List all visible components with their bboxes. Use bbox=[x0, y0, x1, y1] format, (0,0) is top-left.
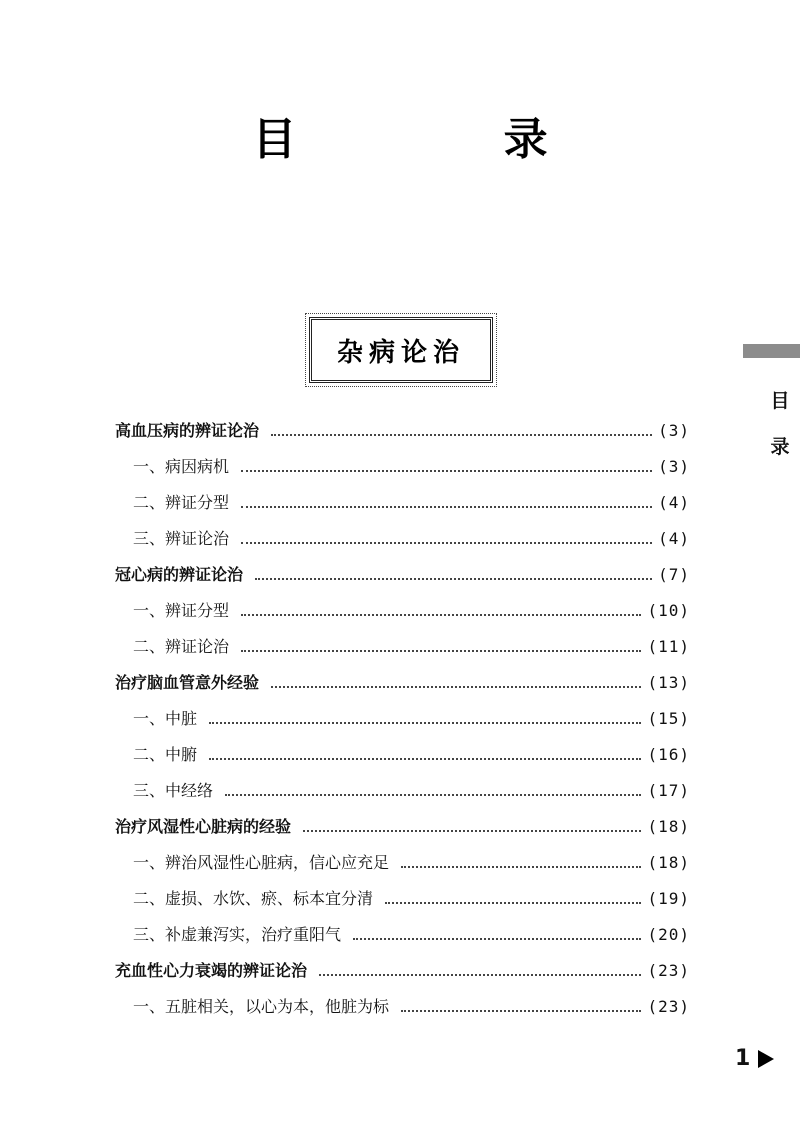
toc-entry-sub[interactable] bbox=[115, 629, 690, 665]
side-tab-char: 录 bbox=[770, 436, 790, 458]
toc-entry-page: (19) bbox=[647, 889, 690, 908]
toc-entry-page: (4) bbox=[658, 529, 690, 548]
toc-entry-sub[interactable] bbox=[115, 881, 690, 917]
toc-entry-label: 治疗脑血管意外经验 bbox=[115, 673, 260, 692]
toc-entry-sub[interactable] bbox=[115, 989, 690, 1025]
toc-leader-dots bbox=[241, 505, 652, 508]
toc-leader-dots bbox=[271, 685, 641, 688]
side-tab bbox=[768, 378, 792, 470]
toc-entry-sub[interactable] bbox=[115, 485, 690, 521]
toc-entry-main[interactable] bbox=[115, 557, 690, 593]
toc-entry-page: (20) bbox=[647, 925, 690, 944]
toc-entry-label: 三、中经络 bbox=[133, 781, 214, 800]
toc-entry-sub[interactable] bbox=[115, 737, 690, 773]
toc-entry-label: 一、五脏相关，以心为本，他脏为标 bbox=[133, 997, 390, 1016]
toc-entry-label: 二、虚损、水饮、瘀、标本宜分清 bbox=[133, 889, 374, 908]
toc-entry-page: (3) bbox=[658, 457, 690, 476]
section-title: 杂病论治 bbox=[336, 337, 465, 368]
toc-entry-sub[interactable] bbox=[115, 593, 690, 629]
toc-list bbox=[115, 413, 690, 1025]
toc-entry-page: (15) bbox=[647, 709, 690, 728]
toc-entry-label: 三、补虚兼泻实，治疗重阳气 bbox=[133, 925, 342, 944]
toc-entry-label: 冠心病的辨证论治 bbox=[115, 565, 244, 584]
toc-entry-label: 充血性心力衰竭的辨证论治 bbox=[115, 961, 308, 980]
toc-leader-dots bbox=[401, 865, 641, 868]
toc-entry-sub[interactable] bbox=[115, 773, 690, 809]
toc-entry-sub[interactable] bbox=[115, 845, 690, 881]
toc-leader-dots bbox=[241, 613, 641, 616]
toc-leader-dots bbox=[225, 793, 641, 796]
toc-entry-main[interactable] bbox=[115, 665, 690, 701]
toc-leader-dots bbox=[241, 469, 652, 472]
toc-entry-page: (7) bbox=[658, 565, 690, 584]
toc-entry-page: (18) bbox=[647, 817, 690, 836]
toc-entry-page: (16) bbox=[647, 745, 690, 764]
toc-entry-page: (17) bbox=[647, 781, 690, 800]
toc-entry-label: 一、辨证分型 bbox=[133, 601, 230, 620]
toc-entry-label: 二、辨证论治 bbox=[133, 637, 230, 656]
section-header-frame bbox=[309, 317, 493, 383]
toc-entry-page: (23) bbox=[647, 997, 690, 1016]
toc-leader-dots bbox=[271, 433, 652, 436]
toc-entry-sub[interactable] bbox=[115, 521, 690, 557]
toc-entry-sub[interactable] bbox=[115, 917, 690, 953]
page-number bbox=[735, 1046, 774, 1071]
toc-leader-dots bbox=[241, 541, 652, 544]
toc-entry-sub[interactable] bbox=[115, 449, 690, 485]
toc-leader-dots bbox=[255, 577, 652, 580]
toc-leader-dots bbox=[319, 973, 641, 976]
toc-entry-main[interactable] bbox=[115, 953, 690, 989]
toc-entry-sub[interactable] bbox=[115, 701, 690, 737]
toc-entry-page: (3) bbox=[658, 421, 690, 440]
toc-entry-label: 一、辨治风湿性心脏病，信心应充足 bbox=[133, 853, 390, 872]
toc-entry-label: 三、辨证论治 bbox=[133, 529, 230, 548]
toc-leader-dots bbox=[385, 901, 641, 904]
toc-entry-page: (4) bbox=[658, 493, 690, 512]
toc-leader-dots bbox=[303, 829, 641, 832]
toc-entry-label: 一、病因病机 bbox=[133, 457, 230, 476]
toc-entry-main[interactable] bbox=[115, 413, 690, 449]
toc-entry-label: 高血压病的辨证论治 bbox=[115, 421, 260, 440]
toc-entry-main[interactable] bbox=[115, 809, 690, 845]
toc-entry-page: (10) bbox=[647, 601, 690, 620]
toc-leader-dots bbox=[401, 1009, 641, 1012]
toc-leader-dots bbox=[241, 649, 641, 652]
toc-entry-page: (13) bbox=[647, 673, 690, 692]
side-tab-char: 目 bbox=[770, 390, 790, 412]
toc-entry-label: 二、辨证分型 bbox=[133, 493, 230, 512]
page-number-text: 1 bbox=[735, 1046, 751, 1071]
toc-leader-dots bbox=[209, 721, 641, 724]
toc-leader-dots bbox=[209, 757, 641, 760]
toc-entry-page: (11) bbox=[647, 637, 690, 656]
toc-entry-page: (18) bbox=[647, 853, 690, 872]
page-title: 目 录 bbox=[252, 114, 644, 165]
side-tab-bar bbox=[743, 344, 800, 358]
toc-entry-label: 治疗风湿性心脏病的经验 bbox=[115, 817, 292, 836]
toc-entry-label: 二、中腑 bbox=[133, 745, 198, 764]
toc-entry-page: (23) bbox=[647, 961, 690, 980]
toc-leader-dots bbox=[353, 937, 641, 940]
toc-entry-label: 一、中脏 bbox=[133, 709, 198, 728]
next-arrow-icon bbox=[758, 1050, 774, 1068]
